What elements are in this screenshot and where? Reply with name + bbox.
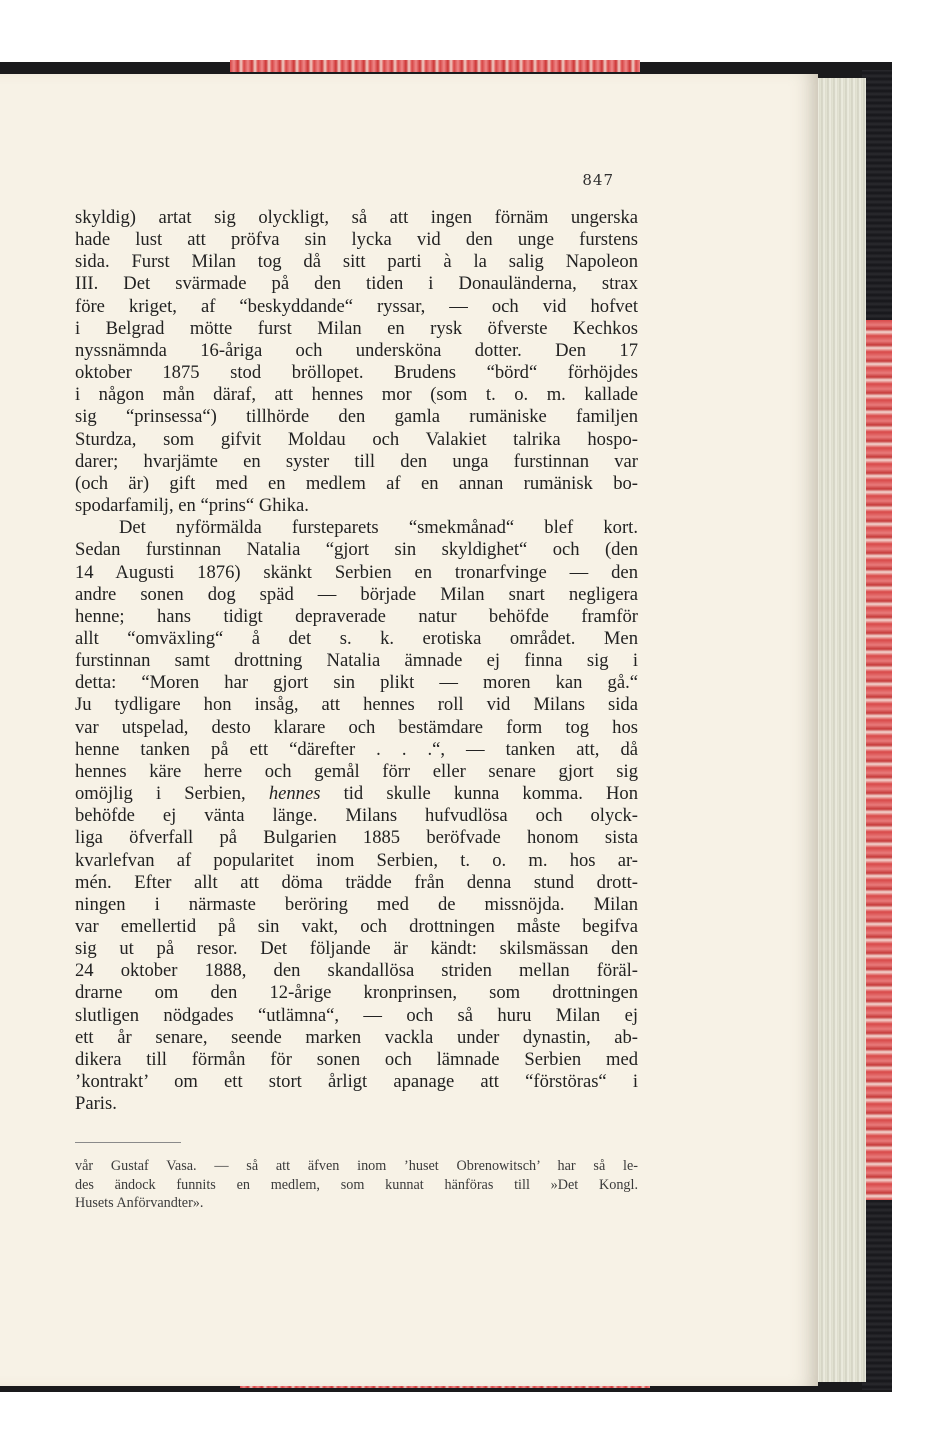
text-line: skyldig) artat sig olyckligt, så att ingen förnäm ungerska	[75, 207, 638, 228]
text-line: henne; hans tidigt depraverade natur behöfde framför	[75, 605, 638, 627]
italic-word: hennes	[268, 783, 321, 805]
text-line: allt “omväxling“ å det s. k. erotiska området. Men	[75, 627, 638, 649]
text-line: Det nyförmälda fursteparets “smekmånad“ blef kort.	[119, 517, 638, 539]
text-line: behöfde ej vänta länge. Milans hufvudlösa och olyck-	[75, 805, 638, 827]
text-line: 24 oktober 1888, den skandallösa striden mellan föräl-	[75, 960, 638, 982]
text-line: darer; hvarjämte en syster till den unga furstinnan var	[75, 450, 638, 472]
text-line: oktober 1875 stod bröllopet. Brudens “börd“ förhöjdes	[75, 362, 638, 384]
text-line: III. Det svärmade på den tiden i Donauländerna, strax	[75, 273, 638, 295]
text-line: i någon mån däraf, att hennes mor (som t. o. m. kallade	[75, 384, 638, 406]
text-line: var emellertid på sin vakt, och drottningen måste begifva	[75, 916, 638, 937]
text-line: före kriget, af “beskyddande“ ryssar, — och vid hofvet	[75, 295, 638, 317]
text-line: (och är) gift med en medlem af en annan rumänisk bo-	[75, 472, 638, 494]
text-line: Sedan furstinnan Natalia “gjort sin skyldighet“ och (den	[75, 539, 638, 561]
footnote-line: des ändock funnits en medlem, som kunnat hänföras till »Det Kongl.	[75, 1176, 638, 1193]
footnote	[75, 1157, 638, 1213]
text-line: Paris.	[75, 1093, 117, 1115]
text-line: i Belgrad mötte furst Milan en rysk öfverste Kechkos	[75, 317, 638, 339]
text-line: detta: “Moren har gjort sin plikt — moren kan gå.“	[75, 672, 638, 694]
text-line: sig “prinsessa“) tillhörde den gamla rumäniske familjen	[75, 406, 638, 428]
text-line: sida. Furst Milan tog då sitt parti à la salig Napoleon	[75, 251, 638, 273]
text-line: dikera till förmån för sonen och lämnade Serbien med	[75, 1048, 638, 1070]
footnote-line: vår Gustaf Vasa. — så att äfven inom ’huset Obrenowitsch’ har så le-	[75, 1158, 638, 1174]
body-text	[75, 207, 638, 1115]
text-line: Ju tydligare hon insåg, att hennes roll vid Milans sida	[75, 694, 638, 716]
text-line: ’kontrakt’ om ett stort årligt apanage att “förstöras“ i	[75, 1071, 638, 1093]
text-fragment: tid skulle kunna komma. Hon	[320, 783, 638, 805]
text-line: andre sonen dog späd — började Milan snart negligera	[75, 583, 638, 605]
text-line: ningen i närmaste beröring med de missnöjda. Milan	[75, 893, 638, 915]
headband-top	[230, 60, 640, 72]
text-fragment: omöjlig i Serbien,	[75, 783, 269, 805]
text-line: liga öfverfall på Bulgarien 1885 beröfvade honom sista	[75, 827, 638, 849]
text-line: spodarfamilj, en “prins“ Ghika.	[75, 495, 309, 517]
text-line: Sturdza, som gifvit Moldau och Valakiet talrika hospo-	[75, 428, 638, 450]
text-line: sig ut på resor. Det följande är kändt: skilsmässan den	[75, 938, 638, 960]
footnote-line: Husets Anförvandter».	[75, 1195, 204, 1211]
text-line: drarne om den 12-årige kronprinsen, som drottningen	[75, 982, 638, 1004]
text-line: kvarlefvan af popularitet inom Serbien, t. o. m. hos ar-	[75, 849, 638, 871]
text-line: henne tanken på ett “därefter . . .“, — tanken att, då	[75, 738, 638, 760]
text-line: hennes käre herre och gemål förr eller senare gjort sig	[75, 760, 638, 782]
footnote-divider	[75, 1142, 181, 1143]
text-line: furstinnan samt drottning Natalia ämnade ej finna sig i	[75, 650, 638, 672]
text-line: slutligen nödgades “utlämna“, — och så huru Milan ej	[75, 1004, 638, 1026]
text-line: 14 Augusti 1876) skänkt Serbien en tronarfvinge — den	[75, 561, 638, 583]
page-number: 847	[582, 171, 614, 189]
text-line: mén. Efter allt att döma trädde från denna stund drott-	[75, 871, 638, 893]
text-line: var utspelad, desto klarare och bestämdare form tog hos	[75, 716, 638, 738]
page-edge-red-stain	[866, 320, 892, 1200]
text-line: nyssnämnda 16-åriga och undersköna dotter. Den 17	[75, 339, 638, 361]
text-line	[75, 783, 638, 805]
text-line: hade lust att pröfva sin lycka vid den unge furstens	[75, 229, 638, 251]
text-line: ett år senare, seende marken vackla under dynastin, ab-	[75, 1026, 638, 1048]
